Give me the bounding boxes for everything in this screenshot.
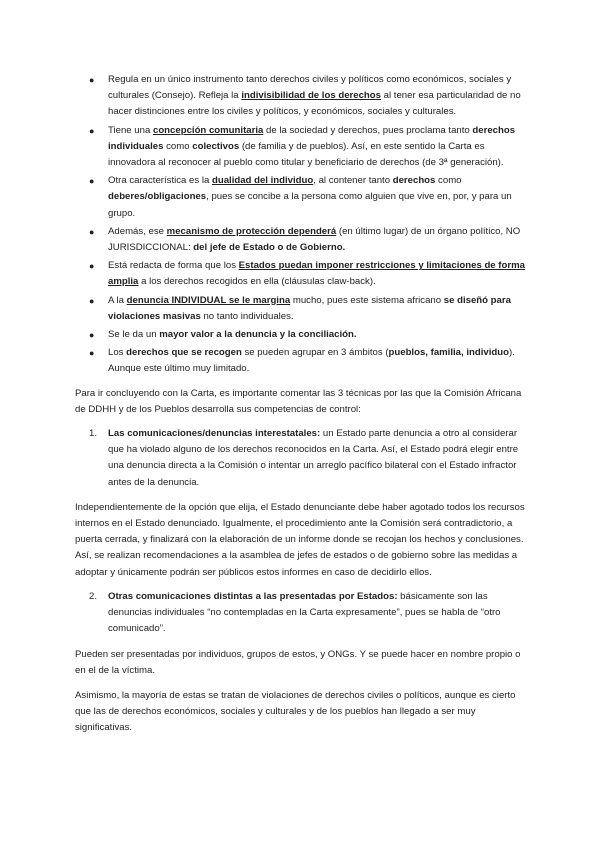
- item-number: 1.: [89, 428, 98, 440]
- bold-term: del jefe de Estado o de Gobierno.: [193, 242, 346, 254]
- body-paragraph: Asimismo, la mayoría de estas se tratan de violaciones de derechos civiles o políticos, aunque es cierto que las de derechos económicos, sociales y culturales y de los pueblos han llegado a ser muy significativas.: [75, 689, 516, 734]
- list-item: ● Además, ese mecanismo de protección dependerá (en último lugar) de un órgano político, NO JURISDICCIONAL: del jefe de Estado o de Gobierno.: [89, 225, 521, 254]
- underlined-term: Estados puedan imponer restricciones y limitaciones de forma amplia: [108, 260, 525, 288]
- list-item: 1. Las comunicaciones/denuncias interestatales: un Estado parte denuncia a otro al considerar que ha violado alguno de los derechos reconocidos en la Carta. Así, el Estado podrá elegir entre una denuncia directa a la Comisión o intentar un arreglo pacífico bilateral con el Estado infractor antes de la denuncia.: [89, 428, 519, 488]
- bullet-icon: ●: [89, 295, 95, 306]
- body-paragraph: Independientemente de la opción que elija, el Estado denunciante debe haber agotado todos los recursos internos en el Estado denunciado. Igualmente, el procedimiento ante la Comisión será contradictorio, a puerta cerrada, y finalizará con la elaboración de un informe donde se recojan los hechos y conclusiones. Así, se realizan recomendaciones a la asamblea de jefes de estados o de gobierno sobre las medidas a adoptar y únicamente podrán ser públicos estos informes en caso de decidirlo ellos.: [75, 501, 525, 578]
- item-number: 2.: [89, 590, 98, 602]
- list-item: 2. Otras comunicaciones distintas a las presentadas por Estados: básicamente son las denuncias individuales “no contempladas en la Carta expresamente”, pues se habla de “otro comunicado”.: [89, 590, 501, 635]
- body-paragraph: Pueden ser presentadas por individuos, grupos de estos, y ONGs. Y se puede hacer en nombre propio o en el de la víctima.: [75, 648, 521, 676]
- list-item: ● Otra característica es la dualidad del individuo, al contener tanto derechos como deberes/obligaciones, pues se concibe a la persona como alguien que vive en, por, y para un grupo.: [89, 175, 512, 219]
- bullet-icon: ●: [89, 226, 95, 237]
- list-item: ● Está redacta de forma que los Estados puedan imponer restricciones y limitaciones de forma amplia a los derechos recogidos en ella (cláusulas claw-back).: [89, 260, 525, 288]
- bullet-icon: ●: [89, 348, 95, 359]
- bullet-icon: ●: [89, 125, 95, 136]
- intro-paragraph: Para ir concluyendo con la Carta, es importante comentar las 3 técnicas por las que la Comisión Africana de DDHH y de los Pueblos desarrolla sus competencias de control:: [75, 387, 522, 415]
- list-item: ● Los derechos que se recogen se pueden agrupar en 3 ámbitos (pueblos, familia, individuo). Aunque este último muy limitado.: [89, 347, 515, 375]
- bullet-icon: ●: [89, 75, 95, 85]
- underlined-term: denuncia INDIVIDUAL se le margina: [126, 294, 291, 306]
- underlined-term: dualidad del individuo: [211, 175, 314, 187]
- bold-term: derechos individuales: [108, 124, 516, 152]
- list-item: ● Regula en un único instrumento tanto derechos civiles y políticos como económicos, sociales y culturales (Consejo). Refleja la indivisibilidad de los derechos al tener esa particularidad de no hacer distinciones entre los civiles y políticos, y económicos, sociales y culturales.: [89, 74, 521, 118]
- bold-term: mayor valor a la denuncia y la conciliación.: [159, 329, 357, 341]
- bullet-icon: ●: [89, 330, 95, 341]
- list-item: ● Se le da un mayor valor a la denuncia y la conciliación.: [89, 327, 525, 343]
- bold-term: se diseñó para violaciones masivas: [108, 294, 511, 322]
- bold-term: derechos que se recogen: [126, 347, 242, 359]
- underlined-term: concepción comunitaria: [152, 124, 264, 136]
- characteristics-list: [89, 72, 525, 378]
- underlined-term: indivisibilidad de los derechos: [241, 90, 381, 102]
- list-item: ● Tiene una concepción comunitaria de la sociedad y derechos, pues proclama tanto derechos individuales como colectivos (de familia y de pueblos). Así, en este sentido la Carta es innovadora al reconocer al pueblo como titular y beneficiario de derechos (de 3ª generación).: [89, 124, 516, 169]
- technique-list-1: [89, 426, 525, 491]
- bold-term: Las comunicaciones/denuncias interestatales:: [108, 428, 321, 440]
- bold-term: deberes/obligaciones: [108, 191, 207, 203]
- bold-term: Otras comunicaciones distintas a las presentadas por Estados:: [108, 590, 398, 602]
- bullet-icon: ●: [89, 176, 95, 187]
- list-item: ● A la denuncia INDIVIDUAL se le margina mucho, pues este sistema africano se diseñó para violaciones masivas no tanto individuales.: [89, 294, 511, 322]
- bold-term: derechos: [392, 175, 436, 187]
- bold-term: colectivos: [192, 140, 240, 152]
- bullet-icon: ●: [89, 261, 95, 272]
- underlined-term: mecanismo de protección dependerá: [166, 225, 337, 237]
- technique-list-2: [89, 589, 525, 638]
- bold-term: pueblos, familia, individuo: [388, 347, 509, 359]
